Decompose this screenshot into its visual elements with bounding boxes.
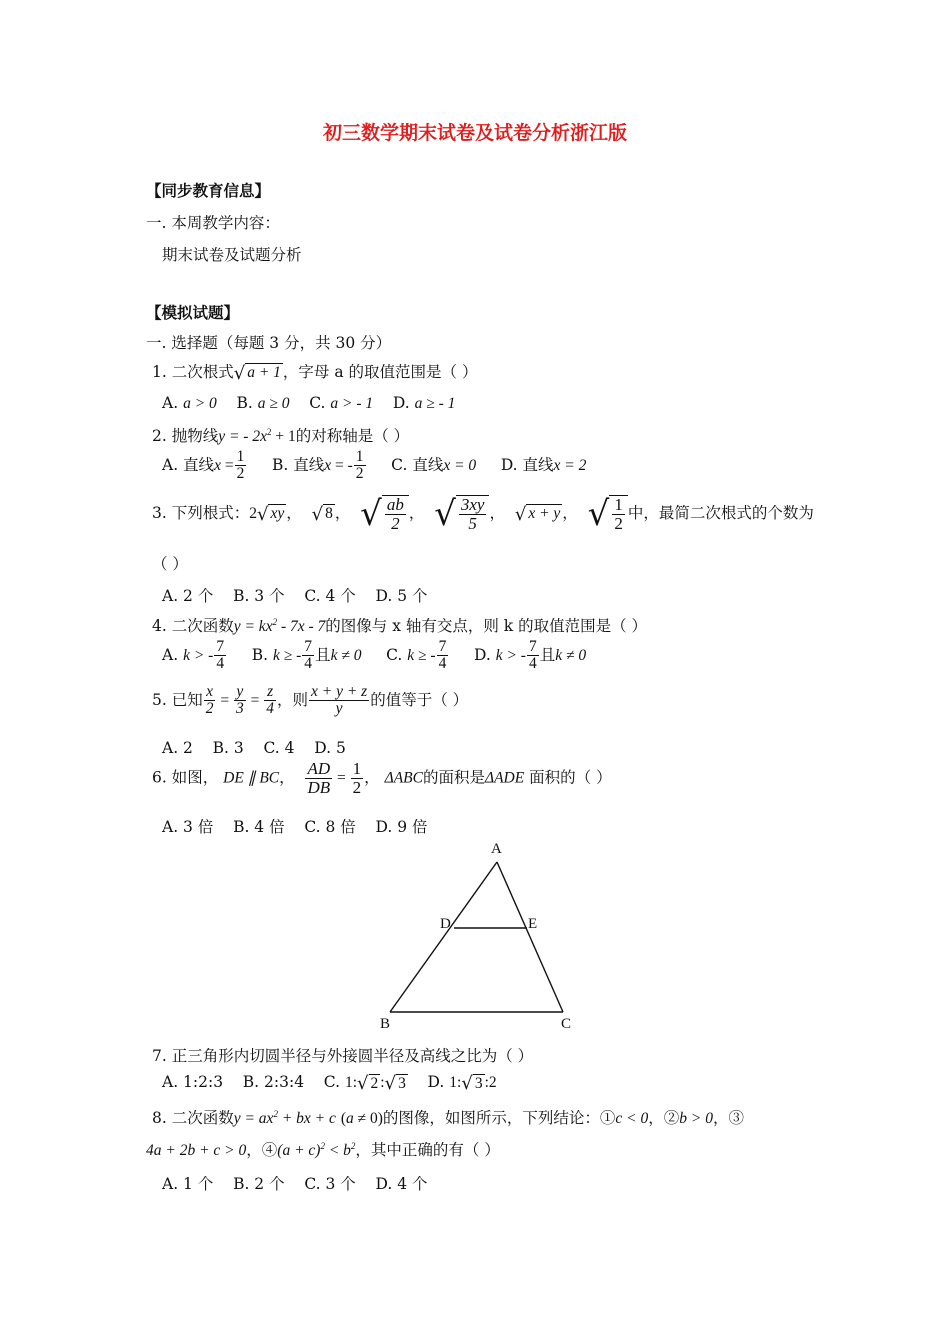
q8-option-b: B. 2 个 <box>233 1175 285 1193</box>
q5-option-b: B. 3 <box>212 739 244 757</box>
q4-prefix: 4. 二次函数 <box>152 617 234 635</box>
q4-option-b-and: 且 <box>315 645 331 664</box>
q4-option-a-label: A. <box>162 645 179 664</box>
q8-condition: (a ≠ 0) <box>340 1110 383 1127</box>
q3-root-5: √ x + y <box>514 503 561 525</box>
question-6: 6. 如图， DE ∥ BC， $\frac{AD}{DB}$ = $\frac{1}{2}$ ， ΔABC的面积是ΔADE 面积的（ ） <box>152 759 612 797</box>
q5-option-d: D. 5 <box>314 739 346 757</box>
q3-option-d: D. 5 个 <box>375 587 428 605</box>
q3-root-1: √ xy <box>256 503 285 525</box>
q6-option-c: C. 8 倍 <box>304 818 356 836</box>
q8-c3-expr: 4a + 2b + c > 0 <box>146 1142 247 1159</box>
q2-option-b-frac: $\frac{1}{2}$ <box>355 448 364 483</box>
q5-option-c: C. 4 <box>263 739 295 757</box>
q6-option-a: A. 3 倍 <box>162 818 214 836</box>
q3-prefix: 3. 下列根式： <box>152 504 250 522</box>
q7-option-c-label: C. <box>323 1073 341 1092</box>
q6-option-d: D. 9 倍 <box>375 818 428 836</box>
question-8-line2: 4a + 2b + c > 0，④(a + $c)^2 < b^2$，其中正确的有（ ） <box>146 1140 500 1159</box>
q1-option-d-letter: D. <box>392 394 415 412</box>
q3-option-a: A. 2 个 <box>162 587 214 605</box>
q3-coef: 2 <box>249 505 257 522</box>
q8-c1-sep: ，② <box>648 1109 680 1127</box>
q4-expr: $y = kx^2 - 7x - 7$ <box>233 616 326 635</box>
q4-option-d-expr: k > - <box>495 646 526 664</box>
q4-suffix: 的图像与 x 轴有交点，则 k 的取值范围是（ ） <box>325 617 648 635</box>
q7-option-a: A. 1:2:3 <box>162 1073 224 1092</box>
q6-mid: 的面积是 <box>422 768 485 787</box>
q5-option-a: A. 2 <box>162 739 193 757</box>
label-a: A <box>491 841 502 857</box>
q2-option-c-label: C. 直线 <box>391 455 444 474</box>
q3-root-2: √ 8 <box>311 503 333 525</box>
q5-frac-y: $\frac{y}{3}$ <box>235 683 244 718</box>
q3-root-6: √ $\frac{1}{2}$ <box>588 494 628 534</box>
q6-tri-abc: ΔABC <box>384 769 423 787</box>
q1-suffix: ，字母 a 的取值范围是（ ） <box>282 363 478 381</box>
q1-sqrt: √ a + 1 <box>233 362 281 384</box>
q2-option-c: x = 0 <box>443 456 477 474</box>
q2-option-b-eq: = - <box>331 456 353 474</box>
q7-option-d-label: D. <box>427 1073 445 1092</box>
q1-radicand: a + 1 <box>247 364 281 382</box>
question-2 <box>152 424 409 446</box>
q2-option-d: x = 2 <box>553 456 587 474</box>
q4-option-b-label: B. <box>251 645 269 664</box>
q3-option-c: C. 4 个 <box>304 587 356 605</box>
q5-eq-1: = <box>216 691 233 709</box>
q8-option-d: D. 4 个 <box>375 1175 428 1193</box>
q2-suffix: 的对称轴是（ ） <box>295 427 410 445</box>
q2-expr-tail: + 1 <box>271 428 296 445</box>
q6-ratio-value: $\frac{1}{2}$ <box>352 759 362 797</box>
q5-suffix: 的值等于（ ） <box>370 690 469 709</box>
q5-options <box>162 739 346 757</box>
side-ac <box>497 862 563 1012</box>
q8-expr: $y = ax^2$ + bx + c <box>233 1108 336 1127</box>
side-ab <box>390 862 497 1012</box>
part1-label: 一. 选择题（每题 3 分，共 30 分） <box>146 334 392 352</box>
q2-option-a-eq: = <box>220 456 234 474</box>
week-content-label: 一. 本周教学内容： <box>146 214 280 232</box>
q1-option-a-letter: A. <box>162 394 184 412</box>
q2-prefix: 2. 抛物线 <box>152 427 219 445</box>
q8-option-a: A. 1 个 <box>162 1175 214 1193</box>
q4-option-a-frac: $\frac{7}{4}$ <box>216 638 225 673</box>
q1-option-c-letter: C. <box>309 394 331 412</box>
q6-options <box>162 815 428 837</box>
q4-option-b-expr: k ≥ - <box>272 646 302 664</box>
q8-line2-suffix: ，其中正确的有（ ） <box>355 1141 500 1159</box>
week-content: 期末试卷及试题分析 <box>162 246 302 264</box>
q1-option-a: a > 0 <box>183 395 217 412</box>
q6-parallel: DE ∥ BC <box>223 769 280 787</box>
q4-option-c-label: C. <box>386 645 403 664</box>
q6-ratio: $\frac{AD}{DB}$ <box>307 759 331 797</box>
q2-exponent: 2 <box>266 426 272 437</box>
q5-frac-x: $\frac{x}{2}$ <box>205 683 214 718</box>
q8-c2-expr: b > 0 <box>679 1110 713 1127</box>
q6-prefix: 6. 如图， <box>152 768 219 787</box>
q3-option-b: B. 3 个 <box>233 587 285 605</box>
question-4 <box>152 614 647 636</box>
q2-option-b-label: B. 直线 <box>271 455 325 474</box>
q2-expr: y = - 2x <box>218 428 267 445</box>
q6-tri-ade: ΔADE <box>484 769 525 787</box>
q1-option-b: a ≥ 0 <box>257 395 290 412</box>
q2-options <box>162 449 586 483</box>
q3-root-3: √ $\frac{ab}{2}$ <box>360 494 409 534</box>
q7-options <box>162 1073 497 1094</box>
q6-option-b: B. 4 倍 <box>233 818 285 836</box>
q5-prefix: 5. 已知 <box>152 690 203 709</box>
q7-option-c: 1:√ 2 :√ 3 <box>344 1073 406 1094</box>
question-8 <box>152 1106 744 1128</box>
q1-option-b-letter: B. <box>236 394 258 412</box>
q4-options <box>162 639 586 673</box>
q4-option-b-cond: k ≠ 0 <box>330 646 362 664</box>
q4-option-d-label: D. <box>473 645 491 664</box>
q8-c4-expr: $(a + c)^2 < b^2$ <box>277 1140 356 1159</box>
q8-option-c: C. 3 个 <box>304 1175 356 1193</box>
exam-header: 【模拟试题】 <box>146 303 240 322</box>
info-header: 【同步教育信息】 <box>146 181 271 200</box>
q2-option-a-label: A. 直线 <box>162 455 215 474</box>
q2-option-b-lhs: x <box>324 456 332 474</box>
q8-prefix: 8. 二次函数 <box>152 1109 234 1127</box>
question-1 <box>152 360 477 384</box>
q2-option-a-lhs: x <box>214 456 221 474</box>
label-d: D <box>440 916 451 932</box>
q3-paren: （ ） <box>152 555 188 573</box>
q5-frac-z: $\frac{z}{4}$ <box>266 683 274 718</box>
q1-options <box>162 394 455 413</box>
q4-option-c-expr: k ≥ - <box>407 646 436 664</box>
q5-eq-2: = <box>246 691 264 709</box>
q4-option-a-expr: k > - <box>183 646 214 664</box>
q8-suffix: 的图像，如图所示，下列结论：① <box>382 1109 616 1127</box>
q8-options <box>162 1172 428 1194</box>
label-e: E <box>528 916 538 932</box>
q5-mid: ，则 <box>276 690 308 709</box>
q6-suffix: 面积的（ ） <box>529 768 612 787</box>
triangle-figure <box>370 836 590 1036</box>
question-5 <box>152 684 468 718</box>
question-3: 3. 下列根式：2√ xy ， √ 8 ， √ $\frac{ab}{2}$ ， √ $\frac{3xy}{5}$ ， √ x + y ， √ $\frac{1}{2}$ 中，最简二次根式的个数为 <box>152 494 814 534</box>
q4-option-c-frac: $\frac{7}{4}$ <box>438 638 447 673</box>
q1-option-c: a > - 1 <box>330 395 374 412</box>
q2-option-a-frac: $\frac{1}{2}$ <box>236 448 245 483</box>
q8-c2-sep: ，③ <box>713 1109 745 1127</box>
q3-options <box>162 584 428 606</box>
q4-option-d-and: 且 <box>539 645 556 664</box>
q2-option-d-label: D. 直线 <box>500 455 554 474</box>
q3-suffix: 中，最简二次根式的个数为 <box>627 504 814 522</box>
q4-option-d-cond: k ≠ 0 <box>555 646 587 664</box>
q3-root-4: √ $\frac{3xy}{5}$ <box>434 494 489 534</box>
q6-eq: = <box>333 769 350 787</box>
label-b: B <box>380 1016 391 1032</box>
page-title: 初三数学期末试卷及试卷分析浙江版 <box>322 122 627 144</box>
q4-option-b-frac: $\frac{7}{4}$ <box>304 638 313 673</box>
q7-option-d: 1:√ 3 :2 <box>449 1073 497 1094</box>
q5-frac-sum: $\frac{x + y + z}{y}$ <box>310 683 368 718</box>
q8-c1-expr: c < 0 <box>615 1110 649 1127</box>
q4-option-d-frac: $\frac{7}{4}$ <box>528 638 537 673</box>
question-7: 7. 正三角形内切圆半径与外接圆半径及高线之比为（ ） <box>152 1047 534 1065</box>
q1-prefix: 1. 二次根式 <box>152 363 234 381</box>
q7-option-b: B. 2:3:4 <box>242 1073 305 1092</box>
label-c: C <box>561 1016 572 1032</box>
q1-option-d: a ≥ - 1 <box>414 395 456 412</box>
